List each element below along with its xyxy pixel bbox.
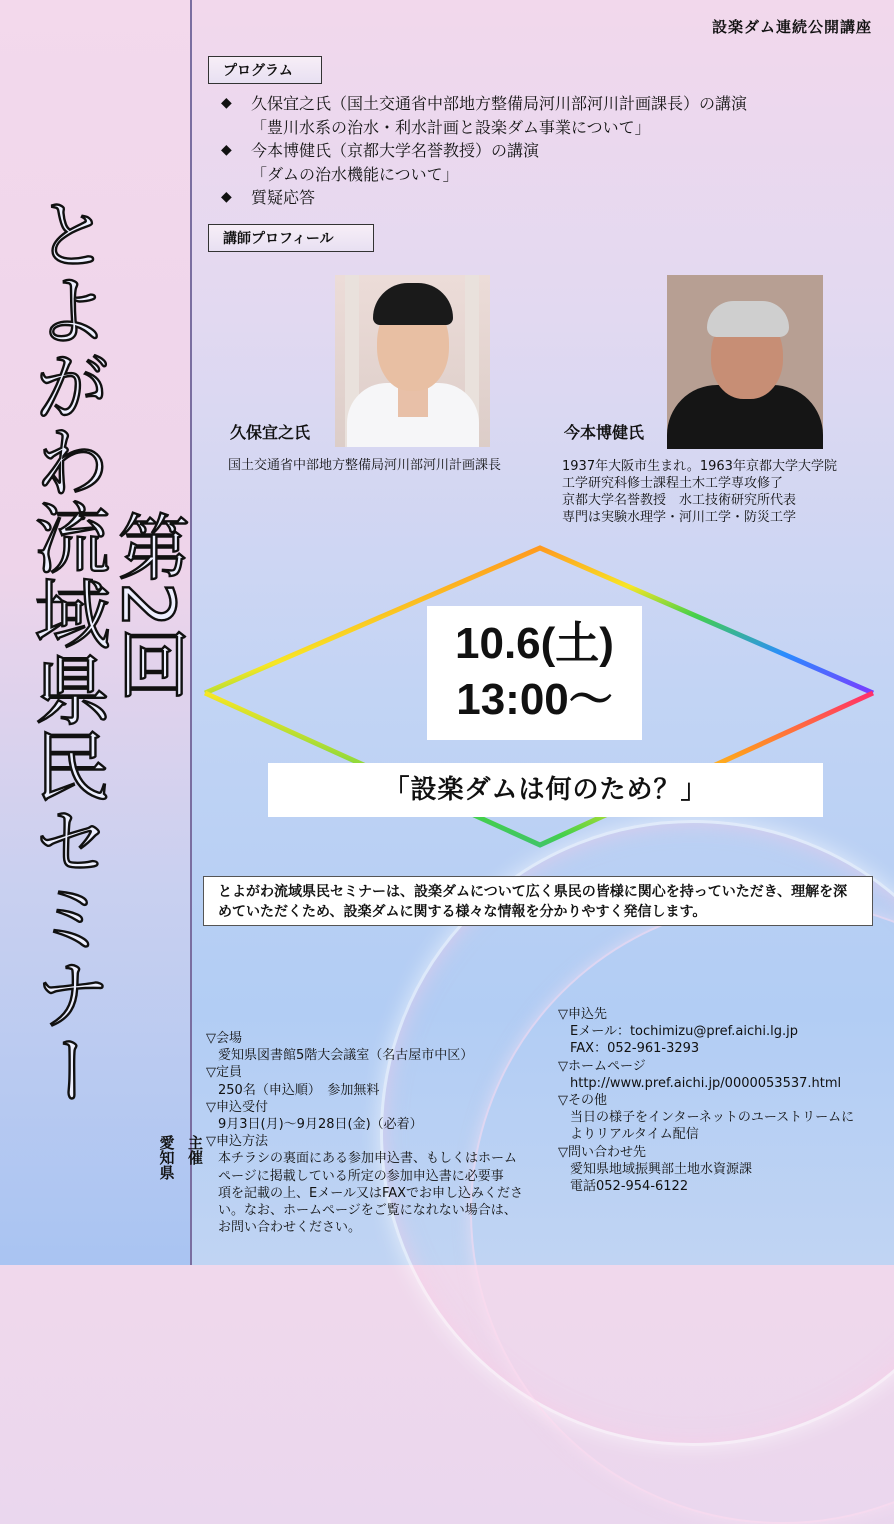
method-head: ▽申込方法 <box>206 1134 268 1150</box>
method-line: い。なお、ホームページをご覧になれない場合は、 <box>218 1203 517 1219</box>
series-label: 設楽ダム連続公開講座 <box>711 18 872 36</box>
capacity-head: ▽定員 <box>206 1065 242 1081</box>
capacity-value: 250名（申込順） 参加無料 <box>218 1082 380 1098</box>
speaker1-name: 久保宜之氏 <box>230 423 311 442</box>
homepage-head: ▽ホームページ <box>558 1058 646 1074</box>
program-tag: プログラム <box>208 56 322 84</box>
method-line: 項を記載の上、Eメール又はFAXでお申し込みくださ <box>218 1185 524 1201</box>
details-left <box>206 1030 546 1236</box>
speaker2-bio: 1937年大阪市生まれ。1963年京都大学大学院 工学研究科修士課程土木工学専攻修了 京都大学名誉教授 水工技術研究所代表 専門は実験水理学・河川工学・防災工学 <box>562 459 837 525</box>
sponsor-name: 愛知県 <box>157 1135 176 1180</box>
method-line: ページに掲載している所定の参加申込書に必要事 <box>218 1168 504 1184</box>
method-line: 本チラシの裏面にある参加申込書、もしくはホーム <box>218 1151 518 1167</box>
sponsor-label: 主催 <box>186 1135 204 1165</box>
venue-head: ▽会場 <box>206 1031 242 1046</box>
reception-value: 9月3日(月)～9月28日(金)（必着） <box>218 1117 423 1133</box>
event-time: 13:00～ <box>456 675 613 724</box>
other-line: よりリアルタイム配信 <box>570 1127 699 1143</box>
speaker2-name: 今本博健氏 <box>564 423 645 442</box>
program-item: 「豊川水系の治水・利水計画と設楽ダム事業について」 <box>251 117 651 137</box>
venue-value: 愛知県図書館5階大会議室（名古屋市中区） <box>218 1048 474 1064</box>
seminar-description: とよがわ流域県民セミナーは、設楽ダムについて広く県民の皆様に関心を持っていただき、理解を深めていただくため、設楽ダムに関する様々な情報を分かりやすく発信します。 <box>203 876 873 926</box>
event-date: 10.6(土) <box>455 619 614 668</box>
contact-dept: 愛知県地域振興部土地水資源課 <box>570 1161 753 1177</box>
other-line: 当日の様子をインターネットのユーストリームに <box>570 1110 855 1126</box>
program-item: ◆ 質疑応答 <box>217 186 747 210</box>
contact-head: ▽問い合わせ先 <box>558 1144 646 1160</box>
event-datetime <box>427 606 642 740</box>
other-head: ▽その他 <box>558 1093 607 1109</box>
program-item: ◆ 久保宜之氏（国土交通省中部地方整備局河川部河川計画課長）の講演 <box>217 92 747 116</box>
details-right <box>558 1006 878 1195</box>
apply-head: ▽申込先 <box>558 1007 607 1022</box>
homepage-url: http://www.pref.aichi.jp/0000053537.html <box>570 1075 842 1091</box>
profile-tag: 講師プロフィール <box>208 224 374 252</box>
apply-fax: FAX：052-961-3293 <box>570 1041 700 1057</box>
contact-phone: 電話052-954-6122 <box>570 1179 689 1195</box>
event-subtitle: 「設楽ダムは何のため？」 <box>268 763 823 817</box>
seminar-title: とよがわ流域県民セミナー <box>22 195 111 1107</box>
edition-number: 第2回 <box>106 510 190 700</box>
reception-head: ▽申込受付 <box>206 1099 268 1115</box>
program-item: ◆ 今本博健氏（京都大学名誉教授）の講演 <box>217 139 747 163</box>
speaker1-title: 国土交通省中部地方整備局河川部河川計画課長 <box>228 458 502 473</box>
method-line: お問い合わせください。 <box>218 1220 362 1236</box>
program-item: 「ダムの治水機能について」 <box>251 164 459 184</box>
apply-email: Eメール：tochimizu@pref.aichi.lg.jp <box>570 1024 798 1040</box>
